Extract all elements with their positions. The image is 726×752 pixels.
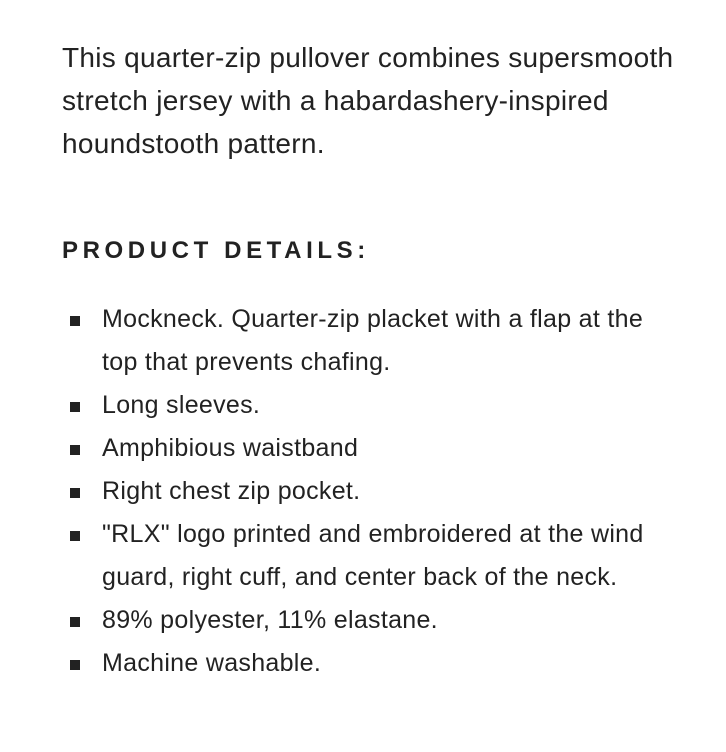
square-bullet-icon xyxy=(70,617,80,627)
list-item-text: 89% polyester, 11% elastane. xyxy=(102,606,438,634)
list-item-text: Mockneck. Quarter-zip placket with a flap at the top that prevents chafing. xyxy=(102,305,644,376)
list-item-text: Machine washable. xyxy=(102,649,322,677)
square-bullet-icon xyxy=(70,445,80,455)
square-bullet-icon xyxy=(70,402,80,412)
list-item-text: Long sleeves. xyxy=(102,391,261,419)
list-item-text: "RLX" logo printed and embroidered at the wind guard, right cuff, and center back of the neck. xyxy=(102,520,644,591)
list-item xyxy=(62,513,662,599)
list-item xyxy=(62,384,662,427)
list-item xyxy=(62,599,662,642)
list-item xyxy=(62,298,662,384)
list-item xyxy=(62,427,662,470)
list-item-text: Amphibious waistband xyxy=(102,434,359,462)
product-description: This quarter-zip pullover combines supersmooth stretch jersey with a habardashery-inspired houndstooth pattern. xyxy=(62,42,674,159)
list-item xyxy=(62,470,662,513)
square-bullet-icon xyxy=(70,488,80,498)
square-bullet-icon xyxy=(70,316,80,326)
list-item xyxy=(62,642,662,685)
product-details-list xyxy=(62,298,662,685)
square-bullet-icon xyxy=(70,531,80,541)
product-details-heading: PRODUCT DETAILS: xyxy=(62,237,370,264)
square-bullet-icon xyxy=(70,660,80,670)
list-item-text: Right chest zip pocket. xyxy=(102,477,361,505)
